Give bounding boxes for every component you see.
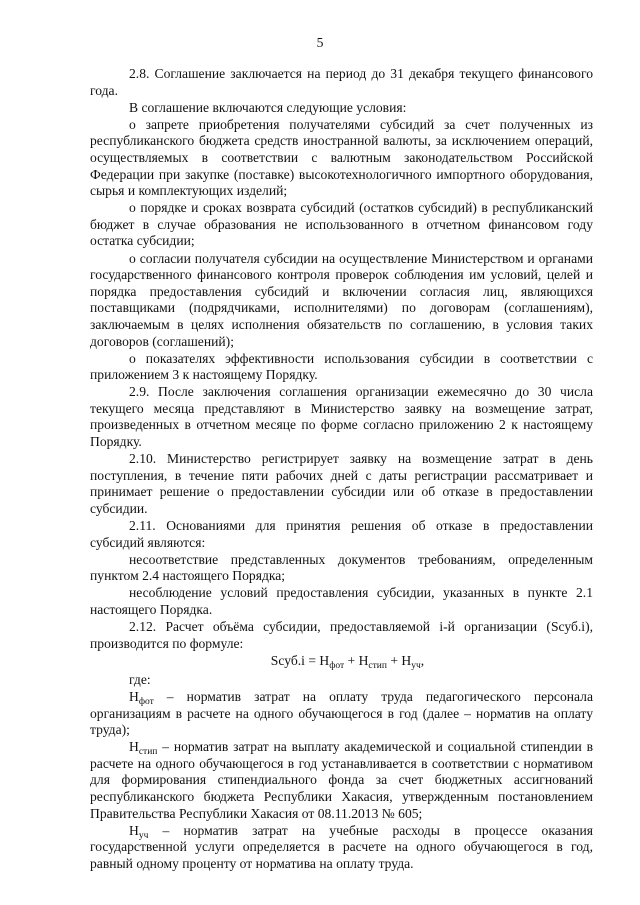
definition-norm-fot [90,689,593,739]
formula-sub-stip: стип [368,661,387,672]
formula-end: , [420,653,425,669]
paragraph-return-order: о порядке и сроках возврата субсидий (остатков субсидий) в республиканский бюджет в случае образования не использованного в отчетном финансовом году остатка субсидии; [90,200,593,249]
definition-norm-uch [90,823,593,873]
formula-sub-uch: уч [411,661,421,672]
paragraph-indicators: о показателях эффективности использования субсидии в соответствии с приложением 3 к настоящему Порядку. [90,350,593,383]
paragraph-2-9: 2.9. После заключения соглашения организации ежемесячно до 30 числа текущего месяца представляют в Министерство заявку на возмещение затрат, произведенных в отчетном месяце по форме согласно приложению 2 к настоящему Порядку. [90,384,593,450]
definition-symbol: Н [129,822,139,838]
paragraph-conditions-intro: В соглашение включаются следующие условия: [129,99,407,115]
definition-text: – норматив затрат на учебные расходы в процессе оказания государственной услуги определяется в расчете на одного обучающегося в год, равный одному проценту от норматива на оплату труда. [90,822,593,871]
formula-sub-fot: фот [329,661,345,672]
paragraph-consent: о согласии получателя субсидии на осуществление Министерством и органами государственного финансового контроля проверок соблюдения им условий, целей и порядка предоставления субсидий и включении согласия лиц, являющихся поставщиками (подрядчиками, исполнителями) по договорам (соглашениям), заключаемым в целях исполнения обязательств по соглашению, в условия таких договоров (соглашений); [90,250,593,349]
page-number: 5 [316,35,324,50]
definition-symbol: Н [129,688,139,704]
definition-text: – норматив затрат на выплату академической и социальной стипендии в расчете на одного обучающегося в год устанавливается в соответствии с нормативом для формирования стипендиального фонда за счет бюджетных ассигнований республиканского бюджета Республики Хакасия, утвержденным постановлением Правительства Республики Хакасия от 08.11.2013 № 605; [90,739,593,821]
paragraph-2-12: 2.12. Расчет объёма субсидии, предоставляемой i-й организации (Sсуб.i), производится по формуле: [90,619,593,651]
paragraph-currency-ban: о запрете приобретения получателями субсидий за счет полученных из республиканского бюджета средств иностранной валюты, за исключением операций, осуществляемых в соответствии с валютным законодательством Российской Федерации при закупке (поставке) высокотехнологичного импортного оборудования, сырья и комплектующих изделий; [90,116,593,199]
paragraph-documents-mismatch: несоответствие представленных документов требованиям, определенным пунктом 2.4 настоящего Порядка; [90,551,593,584]
formula-plus-2: + Н [386,653,412,669]
paragraph-2-11: 2.11. Основаниями для принятия решения об отказе в предоставлении субсидий являются: [90,518,593,550]
definition-norm-stip [90,739,593,822]
paragraph-2-10: 2.10. Министерство регистрирует заявку на возмещение затрат в день поступления, в течение пяти рабочих дней с даты регистрации рассматривает и принимает решение о предоставлении субсидии или об отказе в предоставлении субсидии. [90,451,593,516]
definition-subscript: стип [138,747,158,758]
definition-subscript: уч [138,830,149,841]
paragraph-2-8: 2.8. Соглашение заключается на период до 31 декабря текущего финансового года. [90,66,593,98]
document-body [90,66,593,873]
definition-subscript: фот [138,696,154,707]
definition-symbol: Н [129,739,139,755]
formula-lhs: Sсуб.i = Н [270,653,330,669]
subsidy-formula [102,653,593,670]
paragraph-where: где: [129,671,151,687]
formula-plus-1: + Н [344,653,369,669]
paragraph-conditions-noncompliance: несоблюдение условий предоставления субсидии, указанных в пункте 2.1 настоящего Порядка. [90,585,593,617]
definition-text: – норматив затрат на оплату труда педагогического персонала организациям в расчете на одного обучающегося в год (далее – норматив на оплату труда); [90,688,593,738]
